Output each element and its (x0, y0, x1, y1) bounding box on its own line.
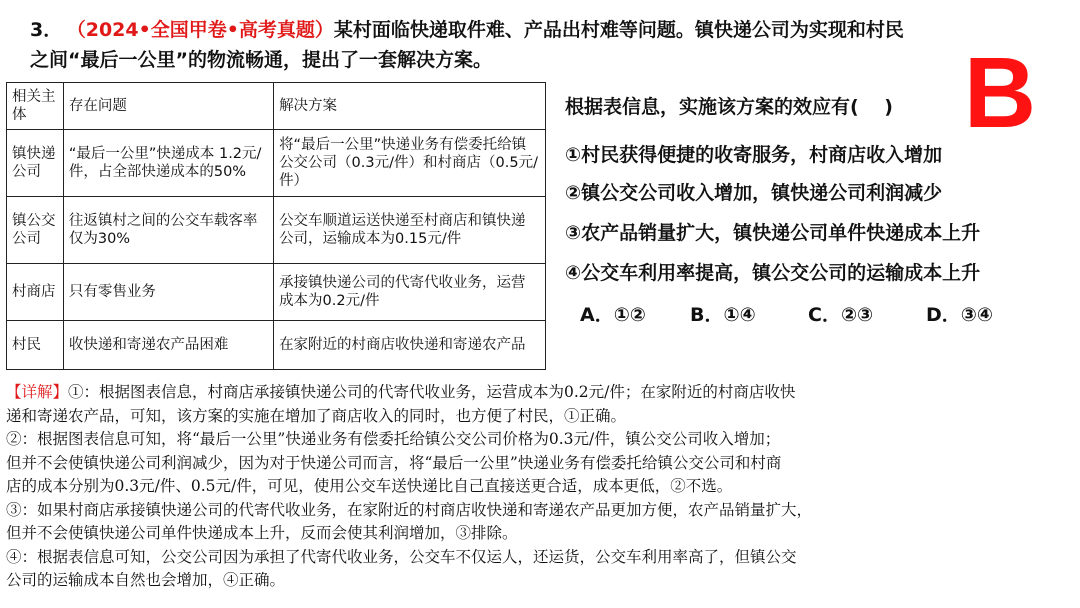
table-cell-solution: 公交车顺道运送快递至村商店和镇快递公司，运输成本为0.15元/件 (274, 197, 546, 264)
table-row (7, 130, 546, 197)
option-1: ①村民获得便捷的收寄服务，村商店收入增加 (565, 144, 943, 166)
table-cell-problem: 往返镇村之间的公交车载客率仅为30% (63, 197, 273, 264)
explanation-line: 但并不会使镇快递公司单件快递成本上升，反而会使其利润增加，③排除。 (6, 524, 518, 542)
table-cell-subject: 镇公交公司 (7, 197, 64, 264)
explanation-line: ③：如果村商店承接镇快递公司的代寄代收业务，在家附近的村商店收快递和寄递农产品更加方便，农产品销量扩大， (6, 500, 813, 519)
explanation-line: 店的成本分别为0.3元/件、0.5元/件，可见，使用公交车送快递比自己直接送更合适，成本更低，②不选。 (6, 477, 733, 495)
table-cell-subject: 镇快递公司 (7, 130, 64, 197)
table-cell-subject: 村商店 (7, 264, 64, 321)
answer-mark: B (963, 37, 1037, 149)
choice-c: C．②③ (808, 304, 874, 326)
question-number: 3． (30, 19, 63, 41)
table-cell-solution: 将“最后一公里”快递业务有偿委托给镇公交公司（0.3元/件）和村商店（0.5元/件） (274, 130, 546, 197)
table-row (7, 264, 546, 321)
table-row (7, 197, 546, 264)
explanation-line: ②：根据图表信息可知，将“最后一公里”快递业务有偿委托给镇公交公司价格为0.3元/件，镇公交公司收入增加； (6, 430, 781, 448)
question-stem-2: 之间“最后一公里”的物流畅通，提出了一套解决方案。 (30, 49, 492, 71)
explanation-tag: 【详解】 (6, 383, 69, 401)
question-source: （2024•全国甲卷•高考真题） (76, 19, 334, 41)
question-stem-1: 某村面临快递取件难、产品出村难等问题。镇快递公司为实现和村民 (333, 19, 904, 41)
table-cell-solution: 承接镇快递公司的代寄代收业务，运营成本为0.2元/件 (274, 264, 546, 321)
table-header-problem: 存在问题 (63, 83, 273, 130)
table-cell-problem: “最后一公里”快递成本 1.2元/件，占全部快递成本的50% (63, 130, 273, 197)
option-3: ③农产品销量扩大，镇快递公司单件快递成本上升 (565, 222, 981, 244)
explanation-text: ①：根据图表信息，村商店承接镇快递公司的代寄代收业务，运营成本为0.2元/件；在家附近的村商店收快 (68, 383, 796, 401)
explanation (6, 381, 1074, 593)
explanation-line: 公司的运输成本自然也会增加，④正确。 (6, 571, 286, 589)
table-cell-problem: 只有零售业务 (63, 264, 273, 321)
table-cell-problem: 收快递和寄递农产品困难 (63, 321, 273, 370)
explanation-line: 但并不会使镇快递公司利润减少，因为对于快递公司而言，将“最后一公里”快递业务有偿委托给镇公交公司和村商 (6, 453, 782, 472)
question-line-2 (30, 46, 492, 74)
table-cell-subject: 村民 (7, 321, 64, 370)
explanation-line: 递和寄递农产品，可知，该方案的实施在增加了商店收入的同时，也方便了村民，①正确。 (6, 406, 627, 425)
table-header-solution: 解决方案 (274, 83, 546, 130)
table-cell-solution: 在家附近的村商店收快递和寄递农产品 (274, 321, 546, 370)
info-table (6, 82, 546, 370)
question-prompt: 根据表信息，实施该方案的效应有( ) (565, 96, 893, 118)
question-line-1 (30, 16, 904, 44)
choice-a: A．①② (580, 304, 646, 326)
table-header-row (7, 83, 546, 130)
option-2: ②镇公交公司收入增加，镇快递公司利润减少 (565, 182, 943, 204)
table-header-subject: 相关主体 (7, 83, 64, 130)
explanation-line (6, 381, 1074, 405)
choice-b: B．①④ (690, 304, 756, 326)
choice-d: D．③④ (926, 304, 993, 326)
table-row (7, 321, 546, 370)
explanation-line: ④：根据表信息可知，公交公司因为承担了代寄代收业务，公交车不仅运人，还运货，公交车利用率高了，但镇公交 (6, 547, 797, 566)
option-4: ④公交车利用率提高，镇公交公司的运输成本上升 (565, 262, 981, 284)
answer-choices (580, 300, 993, 327)
